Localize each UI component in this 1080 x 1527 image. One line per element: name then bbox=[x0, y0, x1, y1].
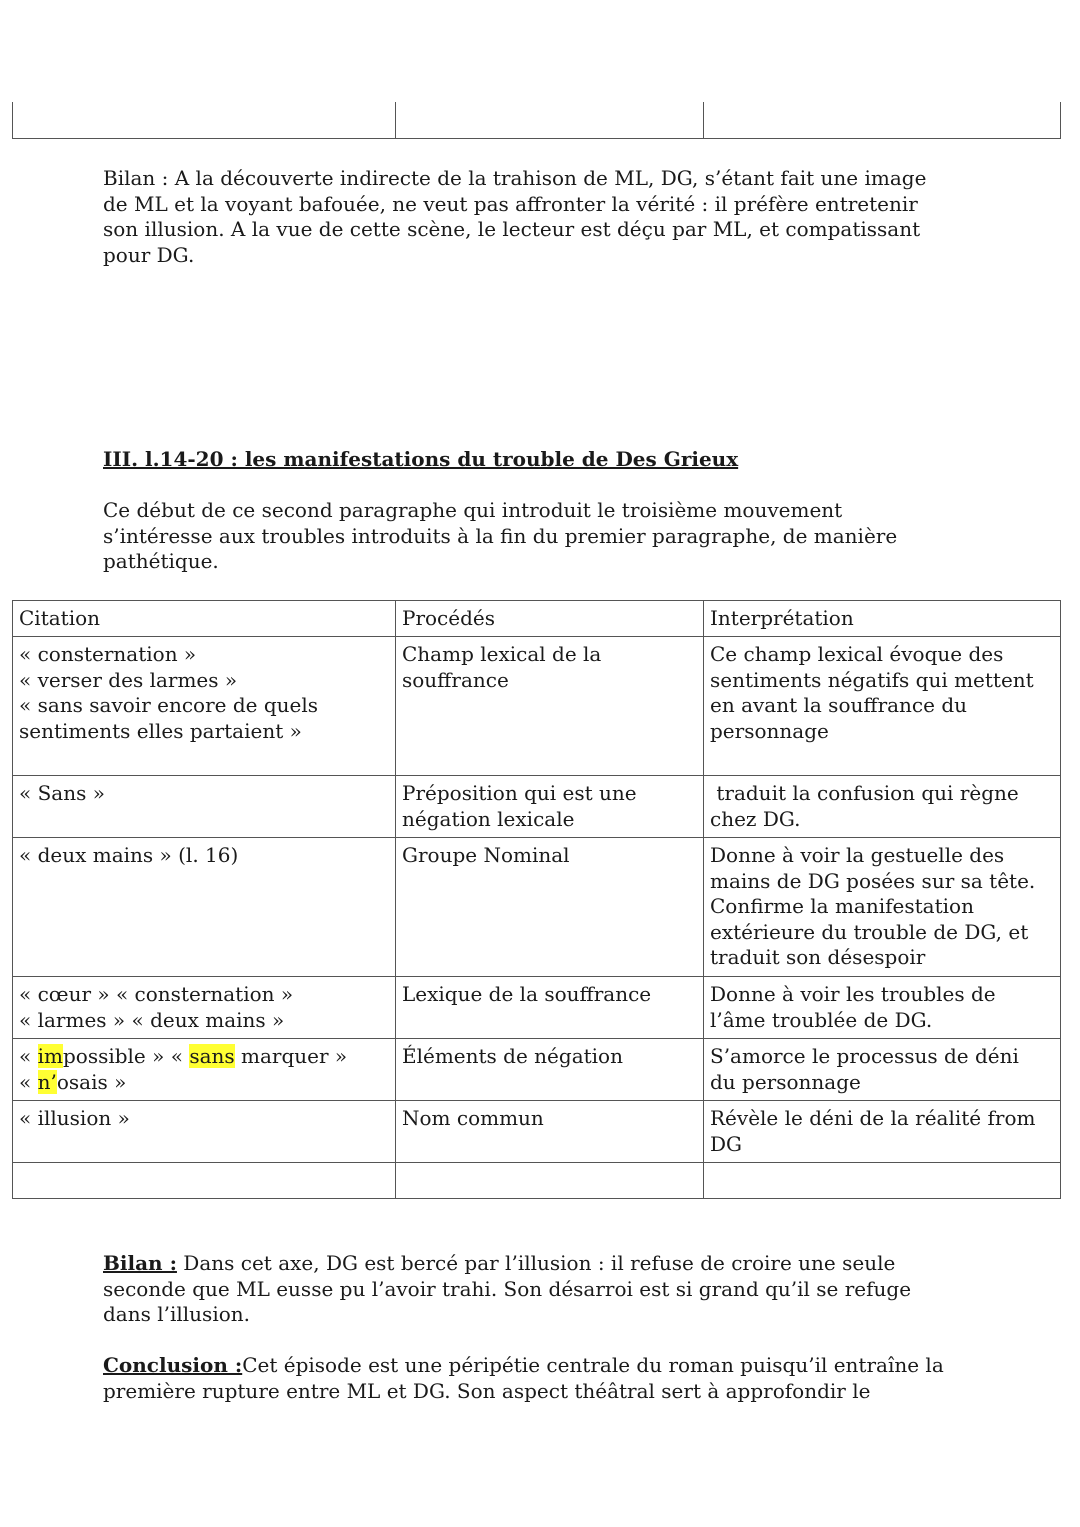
intro-paragraph bbox=[103, 498, 897, 575]
text: « cœur » « consternation » bbox=[19, 982, 294, 1006]
text: traduit son désespoir bbox=[710, 945, 926, 969]
table-cell bbox=[13, 838, 396, 977]
text: « illusion » bbox=[19, 1106, 130, 1130]
table-cell bbox=[13, 1101, 396, 1163]
text: Révèle le déni de la réalité from bbox=[710, 1106, 1036, 1130]
text: « Sans » bbox=[19, 781, 105, 805]
table-cell bbox=[13, 1039, 396, 1101]
conclusion-paragraph bbox=[103, 1353, 944, 1404]
text: Ce début de ce second paragraphe qui introduit le troisième mouvement bbox=[103, 498, 843, 522]
text: « consternation » bbox=[19, 642, 197, 666]
table-cell bbox=[396, 1163, 704, 1199]
text: Nom commun bbox=[402, 1106, 544, 1130]
text: « bbox=[19, 1069, 38, 1094]
text: Groupe Nominal bbox=[402, 843, 570, 867]
text: osais » bbox=[56, 1069, 127, 1094]
text: Bilan : A la découverte indirecte de la trahison de ML, DG, s’étant fait une image bbox=[103, 166, 927, 190]
text: première rupture entre ML et DG. Son aspect théâtral sert à approfondir le bbox=[103, 1378, 871, 1403]
table-cell bbox=[704, 1163, 1061, 1199]
text: traduit la confusion qui règne bbox=[710, 781, 1019, 805]
text: « bbox=[19, 1044, 38, 1068]
text: souffrance bbox=[402, 667, 509, 692]
table-cell bbox=[704, 838, 1061, 977]
text: seconde que ML eusse pu l’avoir trahi. Son désarroi est si grand qu’il se refuge bbox=[103, 1276, 912, 1301]
text: possible » « bbox=[62, 1044, 190, 1068]
table-cell bbox=[396, 977, 704, 1039]
table-cell bbox=[396, 838, 704, 977]
text: chez DG. bbox=[710, 806, 801, 831]
text: dans l’illusion. bbox=[103, 1302, 250, 1326]
table-row bbox=[13, 1039, 1061, 1101]
table-cell bbox=[704, 637, 1061, 776]
table-row bbox=[13, 1101, 1061, 1163]
text: « deux mains » (l. 16) bbox=[19, 843, 239, 867]
section-title: III. l.14-20 : les manifestations du trouble de Des Grieux bbox=[103, 447, 739, 471]
text: de ML et la voyant bafouée, ne veut pas affronter la vérité : il préfère entretenir bbox=[103, 191, 918, 216]
text: « larmes » « deux mains » bbox=[19, 1007, 285, 1032]
table-cell bbox=[13, 977, 396, 1039]
text: négation lexicale bbox=[402, 806, 575, 831]
highlight: im bbox=[37, 1044, 63, 1068]
table-row bbox=[13, 977, 1061, 1039]
text: Éléments de négation bbox=[402, 1044, 623, 1068]
table-cell bbox=[396, 1101, 704, 1163]
table-row bbox=[13, 776, 1061, 838]
table-row bbox=[13, 838, 1061, 977]
text: « verser des larmes » bbox=[19, 667, 238, 692]
text: pathétique. bbox=[103, 549, 219, 573]
table-cell bbox=[704, 1039, 1061, 1101]
text: l’âme troublée de DG. bbox=[710, 1007, 933, 1032]
text: mains de DG posées sur sa tête. bbox=[710, 868, 1036, 893]
table-cell bbox=[704, 102, 1061, 138]
text: Ce champ lexical évoque des bbox=[710, 642, 1004, 666]
text: Donne à voir les troubles de bbox=[710, 982, 996, 1006]
text: marquer » bbox=[234, 1044, 348, 1068]
text: personnage bbox=[710, 718, 829, 743]
text: Cet épisode est une péripétie centrale du roman puisqu’il entraîne la bbox=[242, 1353, 944, 1377]
table-cell bbox=[13, 102, 396, 138]
text: Confirme la manifestation bbox=[710, 894, 974, 918]
previous-table-end bbox=[12, 102, 1061, 139]
text: Donne à voir la gestuelle des bbox=[710, 843, 1005, 867]
analysis-table bbox=[12, 600, 1061, 1199]
table-cell bbox=[13, 1163, 396, 1199]
table-cell bbox=[396, 102, 704, 138]
text: sentiments négatifs qui mettent bbox=[710, 667, 1034, 692]
text: pour DG. bbox=[103, 242, 195, 267]
table-row-empty bbox=[13, 1163, 1061, 1199]
text: en avant la souffrance du bbox=[710, 693, 968, 717]
bilan-label: Bilan : bbox=[103, 1251, 177, 1275]
text: sentiments elles partaient » bbox=[19, 718, 302, 743]
text: Procédés bbox=[396, 601, 704, 637]
text: s’intéresse aux troubles introduits à la fin du premier paragraphe, de manière bbox=[103, 523, 898, 548]
table-cell bbox=[704, 977, 1061, 1039]
highlight: sans bbox=[189, 1044, 235, 1068]
text: Citation bbox=[13, 601, 396, 637]
text: « sans savoir encore de quels bbox=[19, 693, 319, 717]
text: S’amorce le processus de déni bbox=[710, 1044, 1019, 1068]
table-cell bbox=[13, 637, 396, 776]
text: Lexique de la souffrance bbox=[402, 982, 652, 1006]
text: Interprétation bbox=[704, 601, 1061, 637]
top-bilan bbox=[103, 166, 926, 268]
text: Dans cet axe, DG est bercé par l’illusion : il refuse de croire une seule bbox=[176, 1251, 896, 1275]
text: du personnage bbox=[710, 1069, 861, 1094]
table-cell bbox=[13, 776, 396, 838]
table-cell bbox=[704, 776, 1061, 838]
text: son illusion. A la vue de cette scène, le lecteur est déçu par ML, et compatissant bbox=[103, 217, 921, 241]
table-cell bbox=[396, 776, 704, 838]
text: Champ lexical de la bbox=[402, 642, 602, 666]
conclusion-label: Conclusion : bbox=[103, 1353, 243, 1377]
table-header bbox=[13, 601, 1061, 637]
text: DG bbox=[710, 1131, 743, 1156]
text: extérieure du trouble de DG, et bbox=[710, 919, 1029, 944]
table-cell bbox=[704, 1101, 1061, 1163]
highlight: n’ bbox=[37, 1069, 57, 1094]
bilan-paragraph bbox=[103, 1251, 911, 1328]
text: Préposition qui est une bbox=[402, 781, 637, 805]
table-cell bbox=[396, 1039, 704, 1101]
table-row bbox=[13, 637, 1061, 776]
table-cell bbox=[396, 637, 704, 776]
